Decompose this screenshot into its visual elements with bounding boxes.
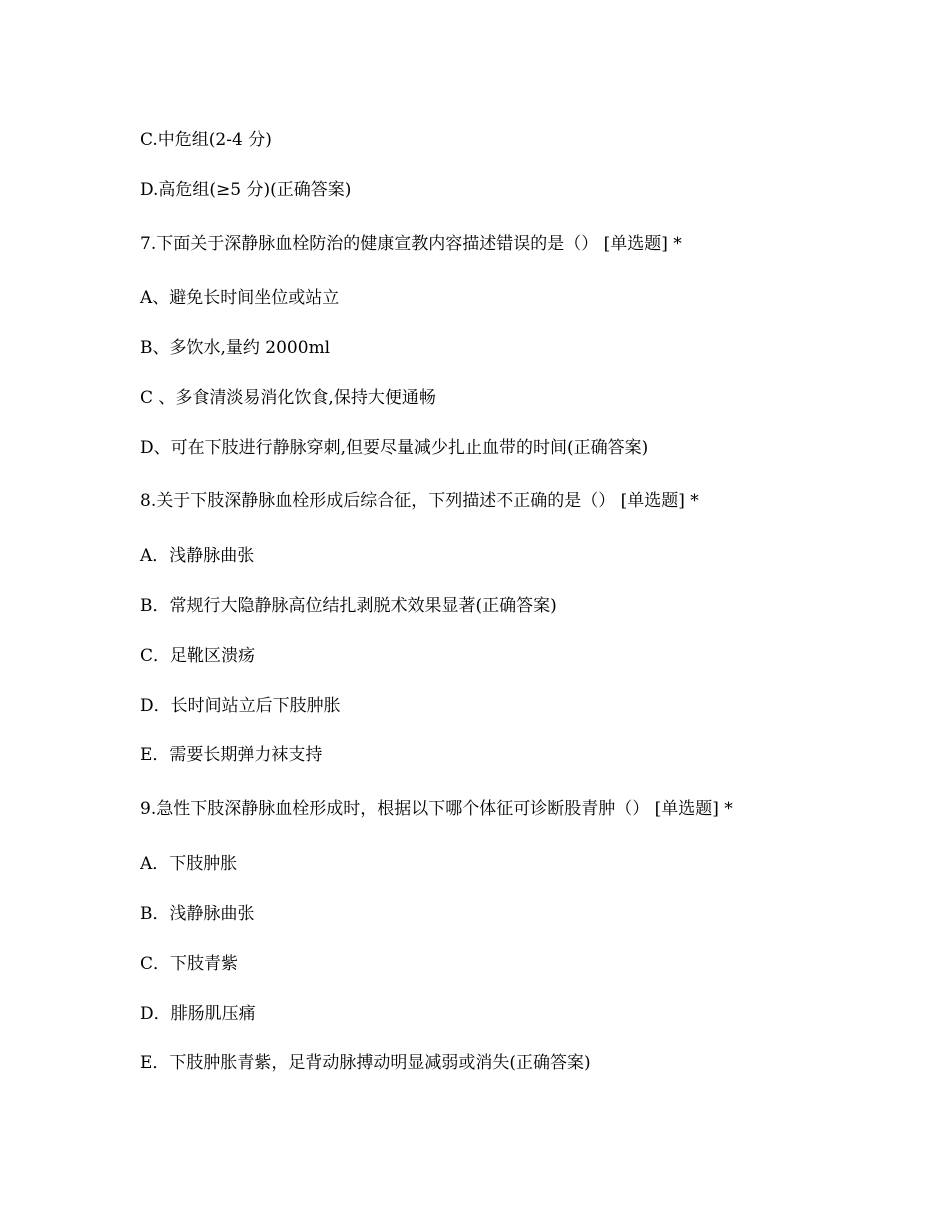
option-text: A、避免长时间坐位或站立 xyxy=(140,288,340,308)
option-text: B．浅静脉曲张 xyxy=(140,904,255,924)
option-text: B、多饮水,量约 2000ml xyxy=(140,338,331,358)
option-text: D．长时间站立后下肢肿胀 xyxy=(140,696,341,716)
option-text: C．足靴区溃疡 xyxy=(140,646,256,666)
question-text: 8.关于下肢深静脉血栓形成后综合征，下列描述不正确的是（） [单选题] * xyxy=(140,491,699,511)
option-text: C．下肢青紫 xyxy=(140,954,239,974)
option-text: D．腓肠肌压痛 xyxy=(140,1004,256,1024)
option-text: D.高危组(≥5 分)(正确答案) xyxy=(140,180,352,200)
option-text: E．需要长期弹力袜支持 xyxy=(140,745,323,765)
option-text: A．浅静脉曲张 xyxy=(140,546,255,566)
option-text: B．常规行大隐静脉高位结扎剥脱术效果显著(正确答案) xyxy=(140,596,557,616)
option-text: C.中危组(2-4 分) xyxy=(140,130,272,150)
option-text: A．下肢肿胀 xyxy=(140,854,238,874)
option-text: E．下肢肿胀青紫，足背动脉搏动明显减弱或消失(正确答案) xyxy=(140,1053,591,1073)
question-text: 9.急性下肢深静脉血栓形成时，根据以下哪个体征可诊断股青肿（） [单选题] * xyxy=(140,799,733,819)
option-text: C 、多食清淡易消化饮食,保持大便通畅 xyxy=(140,388,436,408)
option-text: D、可在下肢进行静脉穿刺,但要尽量减少扎止血带的时间(正确答案) xyxy=(140,438,649,458)
question-text: 7.下面关于深静脉血栓防治的健康宣教内容描述错误的是（） [单选题] * xyxy=(140,234,682,254)
